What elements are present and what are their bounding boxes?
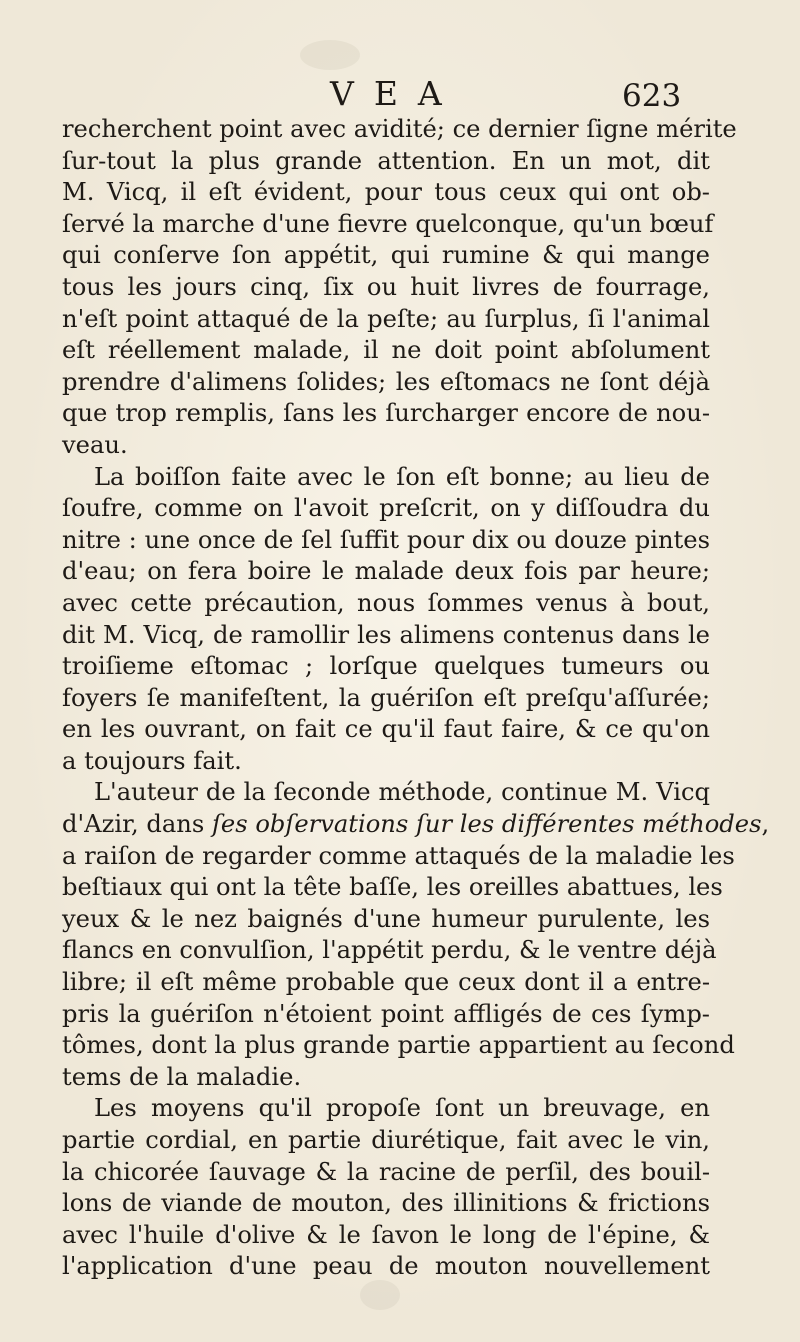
text-line: l'application d'une peau de mouton nouvellement [62,1252,710,1281]
text-line: troiſieme eſtomac ; lorſque quelques tumeurs ou [62,652,710,681]
text-line: dit M. Vicq, de ramollir les alimens contenus dans le [62,620,710,649]
text-line: avec cette précaution, nous ſommes venus à bout, [62,588,710,617]
text-line: nitre : une once de ſel ſuffit pour dix ou douze pintes [62,525,710,554]
italic-title: ſes obſervations ſur les différentes méthodes [211,810,762,839]
running-head-word: VEA [330,74,462,113]
text-line: ſoufre, comme on l'avoit preſcrit, on y diſſoudra du [62,494,710,523]
running-head [0,72,800,116]
text-line: beſtiaux qui ont la tête baſſe, les oreilles abattues, les [62,873,723,902]
text-line: ſur-tout la plus grande attention. En un mot, dit [62,146,710,175]
text-line: qui conſerve ſon appétit, qui rumine & qui mange [62,241,710,270]
text-line: partie cordial, en partie diurétique, fait avec le vin, [62,1126,710,1154]
text-line: a toujours fait. [62,746,242,775]
text-line: d'eau; on fera boire le malade deux fois par heure; [62,557,710,586]
paragraph-first-line: Les moyens qu'il propoſe ſont un breuvage, en [94,1094,710,1123]
text-line: M. Vicq, il eſt évident, pour tous ceux qui ont ob- [62,178,710,207]
text-line: tous les jours cinq, ſix ou huit livres de fourrage, [62,272,710,301]
text-line: yeux & le nez baignés d'une humeur purulente, les [62,904,710,933]
text-line: recherchent point avec avidité; ce dernier ſigne mérite [62,115,737,143]
paper-stain [300,40,360,70]
text-line: en les ouvrant, on fait ce qu'il faut faire, & ce qu'on [62,715,710,744]
text-line: avec l'huile d'olive & le ſavon le long de l'épine, & [62,1220,710,1249]
text-line: libre; il eſt même probable que ceux dont il a entre- [62,968,710,997]
text-line: a raiſon de regarder comme attaqués de la maladie les [62,841,735,870]
text-line: pris la guériſon n'étoient point affligés de ces ſymp- [62,999,710,1028]
paragraph-first-line: L'auteur de la ſeconde méthode, continue M. Vicq [94,778,710,807]
text-line: flancs en convulſion, l'appétit perdu, & le ventre déjà [62,936,717,965]
paragraph-first-line: La boiſſon faite avec le ſon eſt bonne; au lieu de [94,462,710,491]
text-line: eſt réellement malade, il ne doit point abſolument [62,336,710,365]
text-line: n'eſt point attaqué de la peſte; au ſurplus, ſi l'animal [62,304,710,333]
text-line-with-italic-title: d'Azir, dans ſes obſervations ſur les différentes méthodes, [62,810,770,839]
text-line: veau. [62,430,128,459]
text-line: lons de viande de mouton, des illinitions & frictions [62,1189,710,1218]
text-line: tômes, dont la plus grande partie appartient au ſecond [62,1031,735,1060]
page-number: 623 [622,78,682,114]
text-line: ſervé la marche d'une fievre quelconque, qu'un bœuf [62,209,714,238]
paper-stain [360,1280,400,1310]
text-line: que trop remplis, ſans les ſurcharger encore de nou- [62,399,710,428]
text-line: prendre d'alimens ſolides; les eſtomacs ne ſont déjà [62,367,710,396]
text-line: la chicorée ſauvage & la racine de perſil, des bouil- [62,1157,710,1186]
body-text [62,114,770,1283]
text-line: foyers ſe manifeſtent, la guériſon eſt preſqu'aſſurée; [62,683,710,712]
text-line: tems de la maladie. [62,1062,302,1091]
